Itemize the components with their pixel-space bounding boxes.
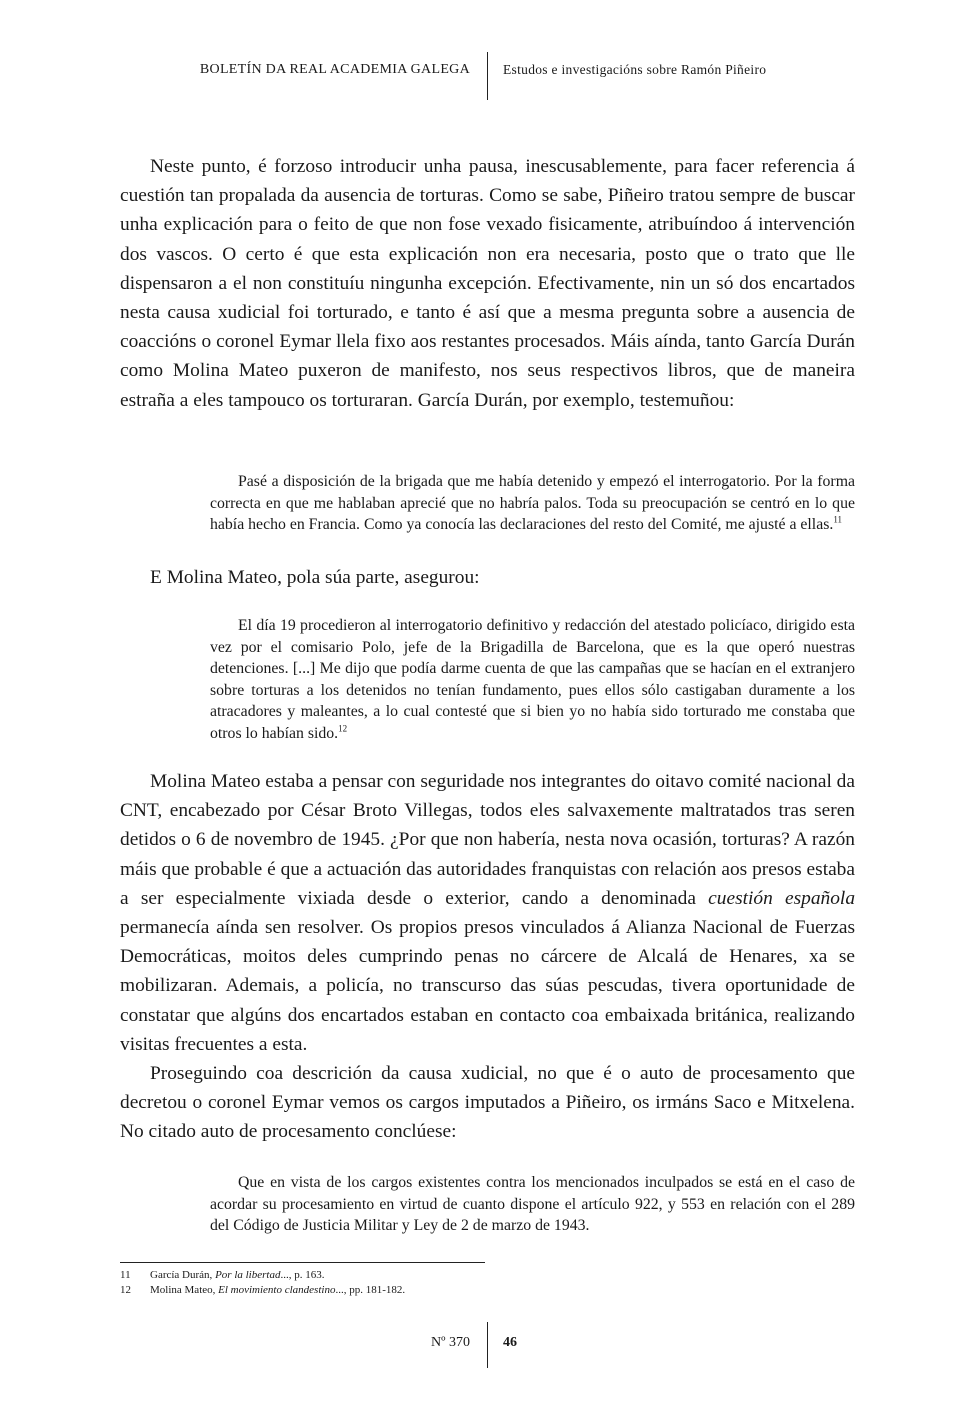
header-divider — [487, 52, 488, 100]
section-title: Estudos e investigacións sobre Ramón Piñeiro — [503, 62, 767, 77]
footnote-divider — [120, 1262, 485, 1263]
paragraph-text: Molina Mateo estaba a pensar con seguridade nos integrantes do oitavo comité nacional da CNT, encabezado por César Broto Villegas, todos eles salvaxemente maltratados tras seren detidos o 6 de novembro de 1945. ¿Por que non habería, nesta nova ocasión, torturas? A razón máis que probable é que a actuación das autoridades franquistas con relación aos presos estaba a ser especialmente vixiada desde o exterior, cando a denominada — [120, 771, 855, 909]
quote-text: El día 19 procedieron al interrogatorio definitivo y redacción del atestado policíaco, dirigido esta vez por el comisario Polo, jefe de la Brigadilla de Barcelona, que es la que operó nuestras detenciones. [...] Me dijo que podía darme cuenta de que las campañas que se hacían en el extranjero sobre torturas a los detenidos no tenían fundamento, pues ellos sólo castigaban duramente a los atracadores y maleantes, a lo cual contesté que si bien yo no había sido torturado me constaba que otros lo habían sido. — [210, 617, 855, 742]
quote-text: Que en vista de los cargos existentes contra los mencionados inculpados se está en el caso de acordar su procesamiento en virtud de cuanto dispone el artículo 922, y 553 en relación con el 289 del Código de Justicia Militar y Ley de 2 de marzo de 1943. — [210, 1174, 855, 1234]
quote-3 — [210, 1172, 855, 1237]
paragraph-2 — [120, 563, 855, 592]
page-number: 46 — [503, 1335, 517, 1350]
footnote-pages: ..., p. 163. — [280, 1269, 325, 1281]
footer-divider — [487, 1322, 488, 1368]
footnote-number: 12 — [120, 1284, 131, 1296]
quote-text: Pasé a disposición de la brigada que me había detenido y empezó el interrogatorio. Por la forma correcta en que me hablaban aprecié que no habría palos. Toda su preocupación se centró en lo que había hecho en Francia. Como ya conocía las declaraciones del resto del Comité, me ajusté a ellas. — [210, 473, 855, 533]
paragraph-text: E Molina Mateo, pola súa parte, asegurou: — [150, 567, 480, 588]
footnote-title: El movimiento clandestino — [218, 1284, 336, 1296]
footnote-author: Molina Mateo, — [150, 1284, 219, 1296]
footnote-11 — [120, 1269, 324, 1281]
paragraph-text: Neste punto, é forzoso introducir unha pausa, inescusablemente, para facer referencia á cuestión tan propalada da ausencia de torturas. Como se sabe, Piñeiro tratou sempre de buscar unha explicación para o feito de que non fose vexado fisicamente, atribuíndoo á intervención dos vascos. O certo é que esta explicación non era necesaria, posto que o trato que lle dispensaron a el non constituíu ningunha excepción. Efectivamente, nin un só dos encartados nesta causa xudicial foi torturado, e tanto é así que a mesma pregunta sobre a ausencia de coaccións o coronel Eymar llela fixo aos restantes procesados. Máis aínda, tanto García Durán como Molina Mateo puxeron de manifesto, nos seus respectivos libros, que de maneira estraña a eles tampouco os torturaran. García Durán, por exemplo, testemuñou: — [120, 156, 855, 411]
paragraph-4 — [120, 1059, 855, 1147]
paragraph-text: Proseguindo coa descrición da causa xudicial, no que é o auto de procesamento que decretou o coronel Eymar vemos os cargos imputados a Piñeiro, os irmáns Saco e Mitxelena. No citado auto de procesamento conclúese: — [120, 1063, 855, 1143]
footnote-pages: ..., pp. 181-182. — [335, 1284, 406, 1296]
footnote-12 — [120, 1284, 405, 1296]
footnote-author: García Durán, — [150, 1269, 216, 1281]
italic-term: cuestión española — [708, 887, 856, 909]
paragraph-1 — [120, 152, 855, 415]
paragraph-text: permanecía aínda sen resolver. Os propios presos vinculados á Alianza Nacional de Fuerzas Democráticas, moitos deles cumprindo penas no cárcere de Alcalá de Henares, xa se mobilizaran. Ademais, a policía, no transcurso das súas pescudas, tivera oportunidade de constatar que algúns dos encartados estaban en contacto coa embaixada británica, realizando visitas frecuentes a esta. — [120, 917, 855, 1055]
quote-2 — [210, 615, 855, 744]
paragraph-3 — [120, 767, 855, 1059]
footnote-ref[interactable]: 12 — [338, 723, 348, 734]
footnote-ref[interactable]: 11 — [833, 514, 842, 525]
footnote-number: 11 — [120, 1269, 131, 1281]
quote-1 — [210, 471, 855, 536]
journal-title: BOLETÍN DA REAL ACADEMIA GALEGA — [199, 62, 470, 77]
footnote-title: Por la libertad — [215, 1269, 281, 1281]
issue-number: Nº 370 — [431, 1335, 470, 1350]
